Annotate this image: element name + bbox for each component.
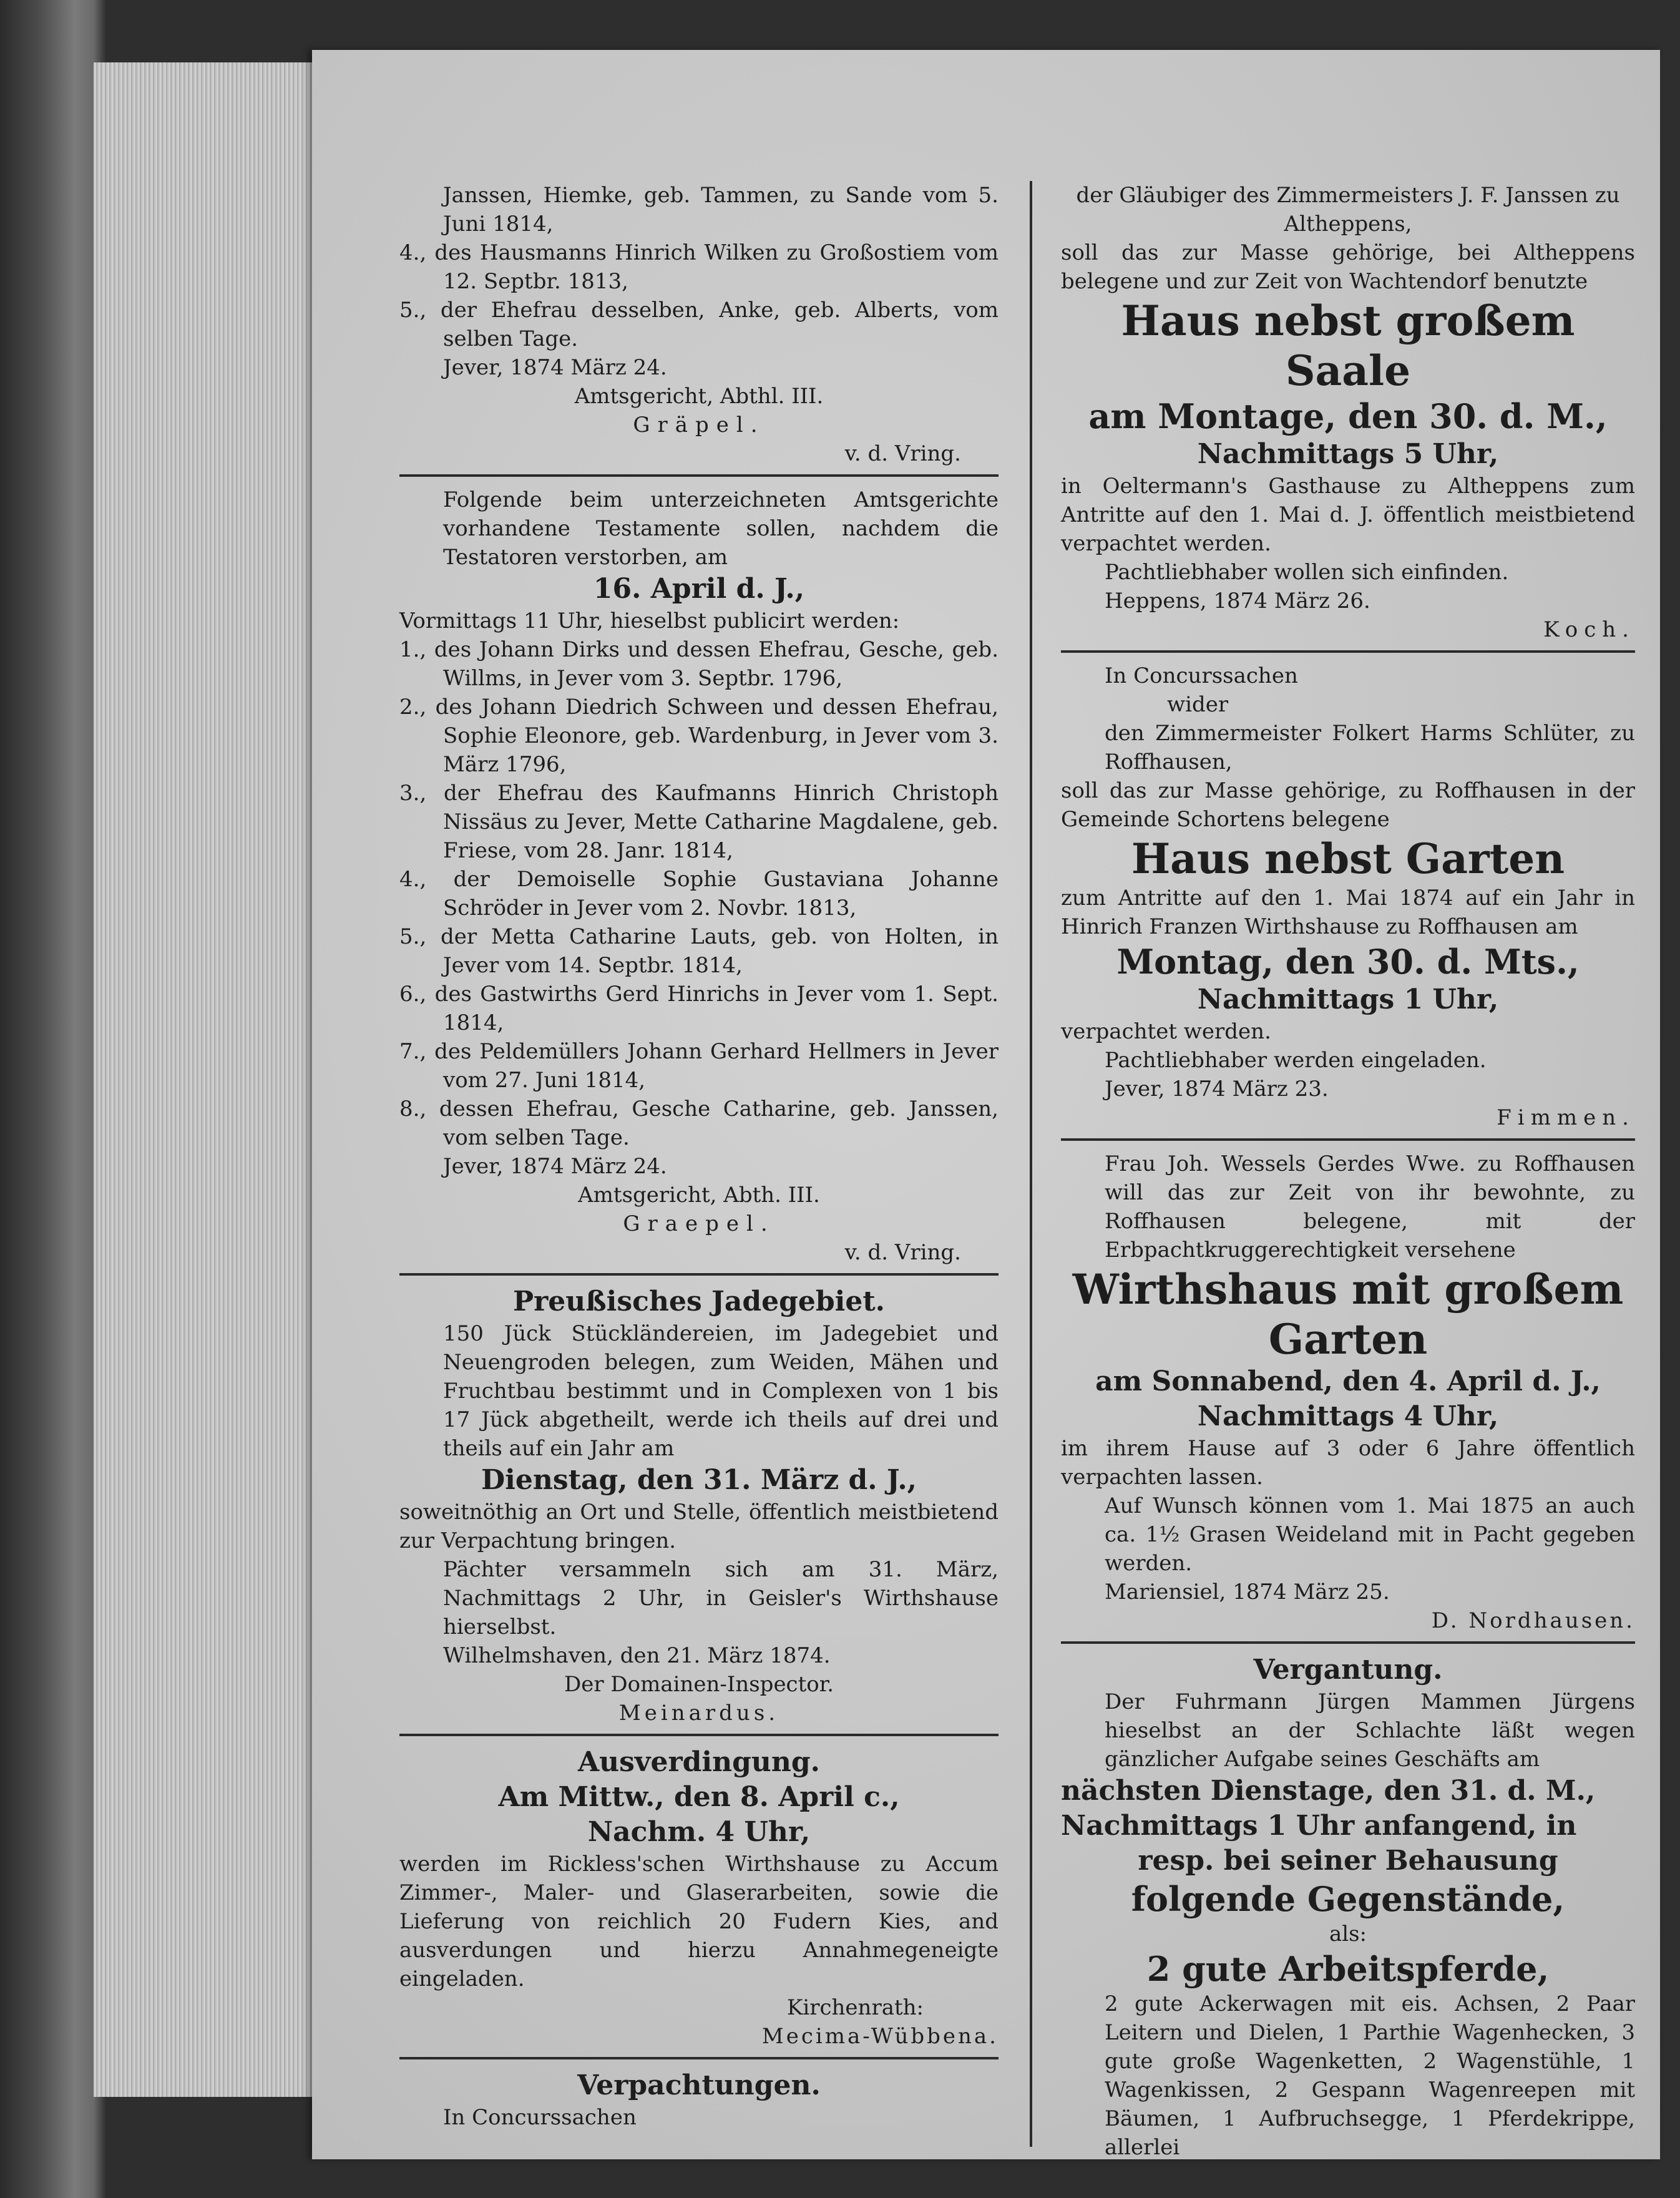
- notice-signature: Fimmen.: [1497, 1105, 1635, 1130]
- notice-place: Heppens, 1874 März 26.: [1105, 589, 1370, 613]
- notice-date: Am Mittw., den 8. April c.,: [498, 1781, 900, 1813]
- testament-item: 4., der Demoiselle Sophie Gustaviana Johanne Schröder in Jever vom 2. Novbr. 1813,: [399, 867, 999, 921]
- notice-place: Wilhelmshaven, den 21. März 1874.: [443, 1643, 831, 1668]
- notice-text: soweitnöthig an Ort und Stelle, öffentlich meistbietend zur Verpachtung bringen.: [399, 1500, 999, 1553]
- notice-text: werden im Rickless'schen Wirthshause zu Accum Zimmer-, Maler- und Glaserarbeiten, sowie die Lieferung von reichlich 20 Fudern Kies, and ausverdungen und hierzu Annahmegeneigte eingeladen.: [399, 1852, 999, 1991]
- notice-signature: Graepel.: [623, 1211, 775, 1236]
- notice-headline: Haus nebst großem Saale: [1121, 296, 1575, 395]
- notice-date: am Sonnabend, den 4. April d. J.,: [1095, 1365, 1601, 1397]
- section-title: Preußisches Jadegebiet.: [513, 1286, 885, 1317]
- notice-text: Frau Joh. Wessels Gerdes Wwe. zu Roffhausen will das zur Zeit von ihr bewohnte, zu Roffhausen belegene, mit der Erbpachtkruggerechtigkeit versehene: [1105, 1151, 1635, 1263]
- notice-signature-2: v. d. Vring.: [844, 1240, 961, 1265]
- notice-text: im ihrem Hause auf 3 oder 6 Jahre öffentlich verpachten lassen.: [1061, 1436, 1635, 1490]
- notice-line: 4., des Hausmanns Hinrich Wilken zu Großostiem vom 12. Septbr. 1813,: [399, 240, 999, 294]
- section-title: Vergantung.: [1253, 1654, 1443, 1686]
- notice-text: der Gläubiger des Zimmermeisters J. F. Janssen zu Altheppens,: [1076, 183, 1620, 237]
- notice-text: Pachtliebhaber wollen sich einfinden.: [1105, 560, 1509, 585]
- notice-court: Amtsgericht, Abthl. III.: [574, 384, 824, 409]
- notice-date: Montag, den 30. d. Mts.,: [1116, 942, 1580, 982]
- notice-text: zum Antritte auf den 1. Mai 1874 auf ein Jahr in Hinrich Franzen Wirthshause zu Roffhausen am: [1061, 886, 1635, 939]
- newspaper-page: [312, 50, 1660, 2159]
- notice-line: Janssen, Hiemke, geb. Tammen, zu Sande vom 5. Juni 1814,: [443, 183, 999, 237]
- notice-text: Pächter versammeln sich am 31. März, Nachmittags 2 Uhr, in Geisler's Wirthshause hierselbst.: [443, 1557, 999, 1639]
- right-column: [1061, 181, 1635, 2162]
- section-title: Verpachtungen.: [577, 2069, 821, 2101]
- separator: [399, 474, 999, 477]
- notice-text: soll das zur Masse gehörige, bei Altheppens belegene und zur Zeit von Wachtendorf benutzte: [1061, 240, 1635, 294]
- notice-office: Der Domainen-Inspector.: [564, 1672, 834, 1697]
- notice-signature: Gräpel.: [633, 413, 765, 437]
- notice-text: Der Fuhrmann Jürgen Mammen Jürgens hieselbst an der Schlachte läßt wegen gänzlicher Aufgabe seines Geschäfts am: [1105, 1689, 1635, 1772]
- notice-time: Nachmittags 4 Uhr,: [1197, 1400, 1499, 1432]
- notice-headline: Wirthshaus mit großem Garten: [1072, 1265, 1624, 1364]
- notice-text: In Concurssachen: [443, 2105, 637, 2130]
- separator: [1061, 650, 1635, 653]
- notice-place: Jever, 1874 März 24.: [443, 355, 667, 380]
- separator: [399, 1273, 999, 1276]
- column-divider: [1030, 181, 1032, 2147]
- notice-text: 2 gute Ackerwagen mit eis. Achsen, 2 Paar Leitern und Dielen, 1 Parthie Wagenhecken, 3 gute große Wagenketten, 2 Wagenstühle, 1 Wagenkissen, 2 Gespann Wagenreepen mit Bäumen, 1 Aufbruchsegge, 1 Pferdekrippe, allerlei: [1105, 1991, 1635, 2160]
- notice-date: nächsten Dienstage, den 31. d. M.,: [1061, 1775, 1596, 1807]
- notice-signature-2: v. d. Vring.: [844, 441, 961, 466]
- notice-date: 16. April d. J.,: [593, 573, 805, 605]
- notice-place: Jever, 1874 März 23.: [1105, 1077, 1329, 1101]
- testament-item: 7., des Peldemüllers Johann Gerhard Hellmers in Jever vom 27. Juni 1814,: [399, 1039, 999, 1093]
- notice-court: Amtsgericht, Abth. III.: [578, 1183, 820, 1208]
- notice-signature: Meinardus.: [618, 1701, 779, 1726]
- notice-time: Nachmittags 1 Uhr anfangend, in: [1061, 1810, 1577, 1842]
- separator: [1061, 1138, 1635, 1141]
- testament-item: 2., des Johann Diedrich Schween und dessen Ehefrau, Sophie Eleonore, geb. Wardenburg, in Jever vom 3. März 1796,: [399, 695, 999, 777]
- notice-text: Pachtliebhaber werden eingeladen.: [1105, 1048, 1487, 1073]
- notice-time: Nachmittags 1 Uhr,: [1197, 984, 1499, 1015]
- section-title: Ausverdingung.: [578, 1746, 820, 1778]
- notice-place: Mariensiel, 1874 März 25.: [1105, 1580, 1390, 1605]
- notice-line: 5., der Ehefrau desselben, Anke, geb. Alberts, vom selben Tage.: [399, 298, 999, 351]
- notice-text: soll das zur Masse gehörige, zu Roffhausen in der Gemeinde Schortens belegene: [1061, 778, 1635, 832]
- page-edges: [94, 62, 331, 2097]
- left-column: [399, 181, 999, 2132]
- notice-signature: Koch.: [1543, 617, 1635, 642]
- notice-time: Vormittags 11 Uhr, hieselbst publicirt werden:: [399, 608, 900, 633]
- notice-intro: Folgende beim unterzeichneten Amtsgerichte vorhandene Testamente sollen, nachdem die Testatoren verstorben, am: [443, 487, 999, 570]
- testament-item: 3., der Ehefrau des Kaufmanns Hinrich Christoph Nissäus zu Jever, Mette Catharine Magdalene, geb. Friese, vom 28. Janr. 1814,: [399, 781, 999, 863]
- notice-signature: Mecima-Wübbena.: [761, 2024, 999, 2049]
- notice-place: Jever, 1874 März 24.: [443, 1154, 667, 1179]
- notice-date: am Montage, den 30. d. M.,: [1088, 396, 1608, 436]
- testament-item: 1., des Johann Dirks und dessen Ehefrau, Gesche, geb. Willms, in Jever vom 3. Septbr. 1796,: [399, 637, 999, 691]
- notice-text: Auf Wunsch können vom 1. Mai 1875 an auch ca. 1½ Grasen Weideland mit in Pacht gegeben werden.: [1105, 1493, 1635, 1576]
- notice-text: den Zimmermeister Folkert Harms Schlüter, zu Roffhausen,: [1105, 721, 1635, 774]
- testament-item: 5., der Metta Catharine Lauts, geb. von Holten, in Jever vom 14. Septbr. 1814,: [399, 924, 999, 978]
- separator: [399, 1734, 999, 1736]
- notice-signature: D. Nordhausen.: [1431, 1608, 1635, 1633]
- separator: [1061, 1641, 1635, 1644]
- testament-item: 6., des Gastwirths Gerd Hinrichs in Jever vom 1. Sept. 1814,: [399, 982, 999, 1035]
- notice-office: Kirchenrath:: [786, 1995, 924, 2020]
- notice-date: Dienstag, den 31. März d. J.,: [481, 1464, 917, 1496]
- notice-text: als:: [1329, 1922, 1367, 1946]
- notice-time: Nachmittags 5 Uhr,: [1197, 438, 1499, 470]
- notice-text: 150 Jück Stückländereien, im Jadegebiet und Neuengroden belegen, zum Weiden, Mähen und Fruchtbau bestimmt und in Complexen von 1 bis 17 Jück abgetheilt, werde ich theils auf drei und theils auf ein Jahr am: [443, 1321, 999, 1461]
- notice-text: In Concurssachen: [1105, 663, 1298, 688]
- notice-text: verpachtet werden.: [1061, 1019, 1271, 1044]
- notice-text: wider: [1167, 692, 1229, 717]
- notice-headline: Haus nebst Garten: [1131, 834, 1565, 883]
- testament-item: 8., dessen Ehefrau, Gesche Catharine, geb. Janssen, vom selben Tage.: [399, 1097, 999, 1150]
- notice-headline: 2 gute Arbeitspferde,: [1146, 1949, 1550, 1989]
- notice-time: Nachm. 4 Uhr,: [587, 1816, 811, 1848]
- notice-headline: folgende Gegenstände,: [1131, 1879, 1565, 1919]
- notice-text: in Oeltermann's Gasthause zu Altheppens zum Antritte auf den 1. Mai d. J. öffentlich meistbietend verpachtet werden.: [1061, 474, 1635, 556]
- separator: [399, 2057, 999, 2059]
- notice-place: resp. bei seiner Behausung: [1138, 1845, 1558, 1877]
